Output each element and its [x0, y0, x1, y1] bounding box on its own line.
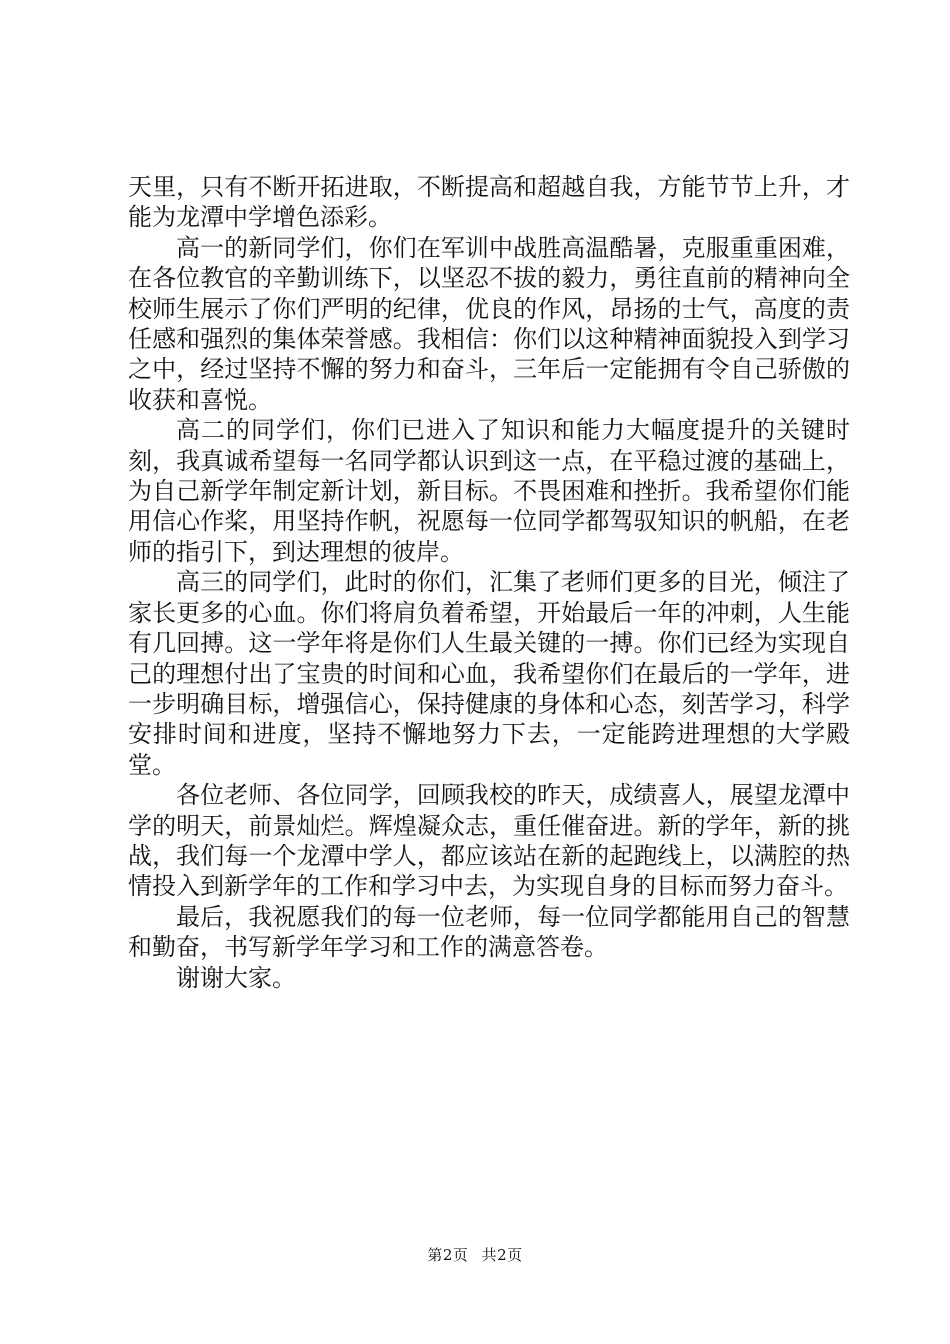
page-total: 共2页 — [481, 1246, 523, 1264]
paragraph-continuation: 天里，只有不断开拓进取，不断提高和超越自我，方能节节上升，才能为龙潭中学增色添彩。 — [128, 173, 850, 232]
page-footer — [0, 1244, 950, 1265]
page-number: 第2页 — [427, 1246, 469, 1264]
paragraph-freshmen: 高一的新同学们，你们在军训中战胜高温酷暑，克服重重困难，在各位教官的辛勤训练下，以坚忍不拔的毅力，勇往直前的精神向全校师生展示了你们严明的纪律，优良的作风，昂扬的士气，高度的责任感和强烈的集体荣誉感。我相信：你们以这种精神面貌投入到学习之中，经过坚持不懈的努力和奋斗，三年后一定能拥有令自己骄傲的收获和喜悦。 — [128, 233, 850, 414]
paragraph-sophomores: 高二的同学们，你们已进入了知识和能力大幅度提升的关键时刻，我真诚希望每一名同学都认识到这一点，在平稳过渡的基础上，为自己新学年制定新计划，新目标。不畏困难和挫折。我希望你们能用信心作桨，用坚持作帆，祝愿每一位同学都驾驭知识的帆船，在老师的指引下，到达理想的彼岸。 — [128, 416, 850, 566]
document-body — [128, 172, 850, 993]
paragraph-outlook: 各位老师、各位同学，回顾我校的昨天，成绩喜人，展望龙潭中学的明天，前景灿烂。辉煌凝众志，重任催奋进。新的学年，新的挑战，我们每一个龙潭中学人，都应该站在新的起跑线上，以满腔的热情投入到新学年的工作和学习中去，为实现自身的目标而努力奋斗。 — [128, 781, 850, 901]
paragraph-seniors: 高三的同学们，此时的你们，汇集了老师们更多的目光，倾注了家长更多的心血。你们将肩负着希望，开始最后一年的冲刺，人生能有几回搏。这一学年将是你们人生最关键的一搏。你们已经为实现自己的理想付出了宝贵的时间和心血，我希望你们在最后的一学年，进一步明确目标，增强信心，保持健康的身体和心态，刻苦学习，科学安排时间和进度，坚持不懈地努力下去，一定能跨进理想的大学殿堂。 — [128, 568, 850, 779]
paragraph-closing-wish: 最后，我祝愿我们的每一位老师，每一位同学都能用自己的智慧和勤奋，书写新学年学习和工作的满意答卷。 — [128, 902, 850, 962]
paragraph-thanks: 谢谢大家。 — [176, 963, 296, 992]
